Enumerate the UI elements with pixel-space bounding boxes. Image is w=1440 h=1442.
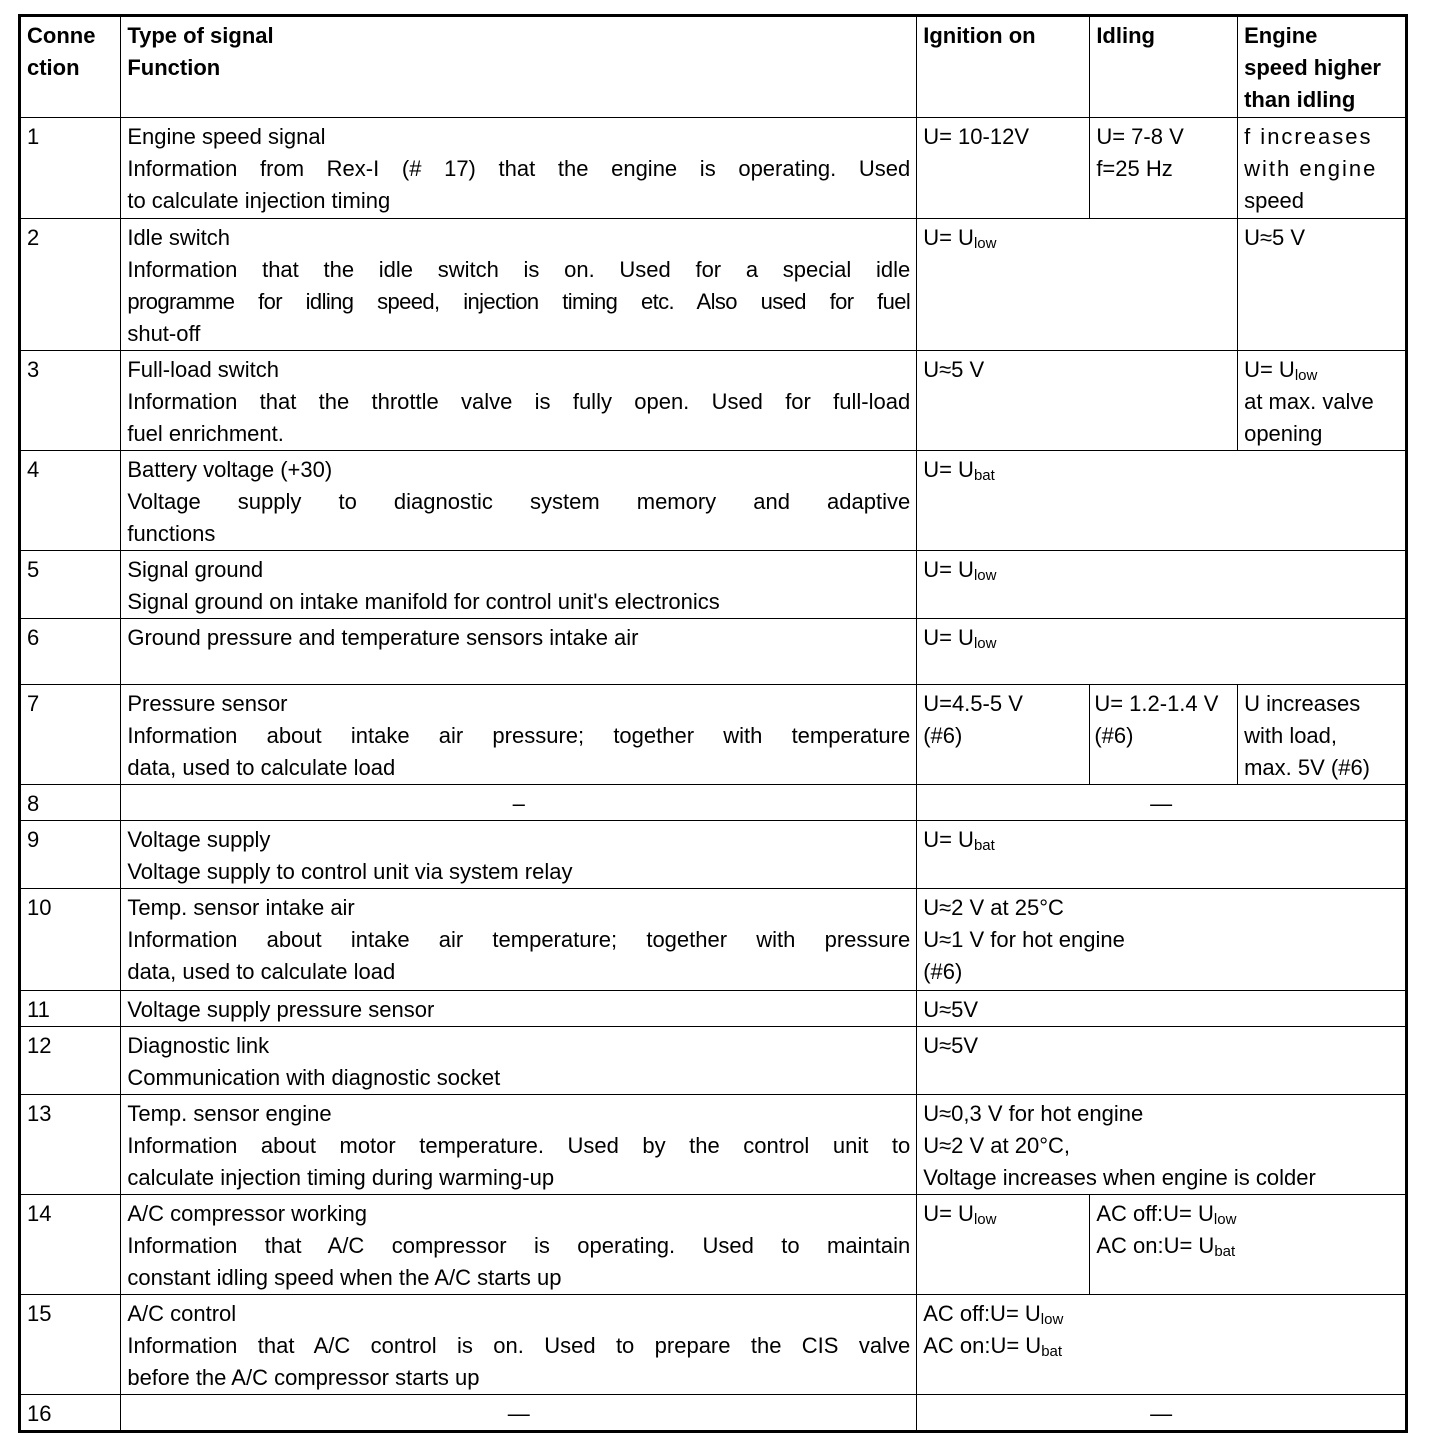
header-type: Type of signal Function — [121, 16, 917, 118]
signal-function: Pressure sensor Information about intake air pressure; together with temperature data, used to calculate load — [121, 685, 917, 785]
signal-table — [18, 14, 1408, 1433]
signal-function: Idle switch Information that the idle switch is on. Used for a special idle programme for idling speed, injection timing etc. Also used for fuel shut-off — [121, 219, 917, 351]
table-row — [20, 451, 1407, 551]
table-row — [20, 1295, 1407, 1395]
ignition-value: U=4.5-5 V (#6) — [917, 685, 1090, 785]
connection-number: 7 — [20, 685, 121, 785]
connection-number: 4 — [20, 451, 121, 551]
signal-function: Diagnostic link Communication with diagnostic socket — [121, 1027, 917, 1095]
signal-function: – — [121, 785, 917, 821]
table-row — [20, 821, 1407, 889]
signal-function: Ground pressure and temperature sensors intake air — [121, 619, 917, 685]
table-row — [20, 991, 1407, 1027]
idling-higher-value: AC off:U= $U_{low}$ AC on:U= $U_{bat}$ — [1090, 1195, 1407, 1295]
table-row — [20, 1027, 1407, 1095]
connection-number: 16 — [20, 1395, 121, 1432]
connection-number: 11 — [20, 991, 121, 1027]
connection-number: 1 — [20, 118, 121, 219]
signal-function: A/C compressor working Information that A/C compressor is operating. Used to maintain constant idling speed when the A/C starts up — [121, 1195, 917, 1295]
ignition-value: $U= U_{low}$ — [917, 1195, 1090, 1295]
signal-function: Full-load switch Information that the throttle valve is fully open. Used for full-load fuel enrichment. — [121, 351, 917, 451]
connection-number: 6 — [20, 619, 121, 685]
signal-function: Temp. sensor intake air Information about intake air temperature; together with pressure data, used to calculate load — [121, 889, 917, 991]
header-higher: Engine speed higher than idling — [1238, 16, 1407, 118]
higher-value: U increases with load, max. 5V (#6) — [1238, 685, 1407, 785]
ignition-idling-value: $U= U_{low}$ — [917, 219, 1238, 351]
table-row — [20, 889, 1407, 991]
signal-function: Voltage supply pressure sensor — [121, 991, 917, 1027]
value: U≈2 V at 25°C U≈1 V for hot engine (#6) — [917, 889, 1407, 991]
signal-function: Temp. sensor engine Information about motor temperature. Used by the control unit to calculate injection timing during warming-up — [121, 1095, 917, 1195]
value: U≈0,3 V for hot engine U≈2 V at 20°C, Voltage increases when engine is colder — [917, 1095, 1407, 1195]
connection-number: 15 — [20, 1295, 121, 1395]
value: $U= U_{bat}$ — [917, 451, 1407, 551]
value: — — [917, 785, 1407, 821]
connection-number: 9 — [20, 821, 121, 889]
table-row — [20, 118, 1407, 219]
header-row — [20, 16, 1407, 118]
value: U≈5V — [917, 1027, 1407, 1095]
connection-number: 12 — [20, 1027, 121, 1095]
signal-function: — — [121, 1395, 917, 1432]
idling-value: U= 7-8 V f=25 Hz — [1090, 118, 1238, 219]
connection-number: 5 — [20, 551, 121, 619]
table-row — [20, 619, 1407, 685]
signal-function: A/C control Information that A/C control is on. Used to prepare the CIS valve before the A/C compressor starts up — [121, 1295, 917, 1395]
table-row — [20, 551, 1407, 619]
connection-number: 3 — [20, 351, 121, 451]
value: $U= U_{bat}$ — [917, 821, 1407, 889]
connection-number: 13 — [20, 1095, 121, 1195]
connection-number: 8 — [20, 785, 121, 821]
table-row — [20, 219, 1407, 351]
table-row — [20, 785, 1407, 821]
header-connection: Conne ction — [20, 16, 121, 118]
connection-number: 10 — [20, 889, 121, 991]
header-idling: Idling — [1090, 16, 1238, 118]
table-row — [20, 1095, 1407, 1195]
connection-number: 14 — [20, 1195, 121, 1295]
value: $U= U_{low}$ — [917, 619, 1407, 685]
value: $U= U_{low}$ — [917, 551, 1407, 619]
signal-function: Signal ground Signal ground on intake manifold for control unit's electronics — [121, 551, 917, 619]
ignition-idling-value: U≈5 V — [917, 351, 1238, 451]
idling-value: U= 1.2-1.4 V (#6) — [1090, 685, 1238, 785]
connection-number: 2 — [20, 219, 121, 351]
table-row — [20, 1395, 1407, 1432]
ignition-value: U= 10-12V — [917, 118, 1090, 219]
higher-value: U≈5 V — [1238, 219, 1407, 351]
higher-value: f increases with engine speed — [1238, 118, 1407, 219]
value: AC off:U= $U_{low}$ AC on:U= $U_{bat}$ — [917, 1295, 1407, 1395]
table-row — [20, 1195, 1407, 1295]
table-row — [20, 685, 1407, 785]
value: U≈5V — [917, 991, 1407, 1027]
higher-value: $U= U_{low}$ at max. valve opening — [1238, 351, 1407, 451]
signal-function: Voltage supply Voltage supply to control unit via system relay — [121, 821, 917, 889]
signal-function: Battery voltage (+30) Voltage supply to diagnostic system memory and adaptive functions — [121, 451, 917, 551]
table-row — [20, 351, 1407, 451]
signal-function: Engine speed signal Information from Rex-I (# 17) that the engine is operating. Used to calculate injection timing — [121, 118, 917, 219]
value: — — [917, 1395, 1407, 1432]
header-ignition: Ignition on — [917, 16, 1090, 118]
